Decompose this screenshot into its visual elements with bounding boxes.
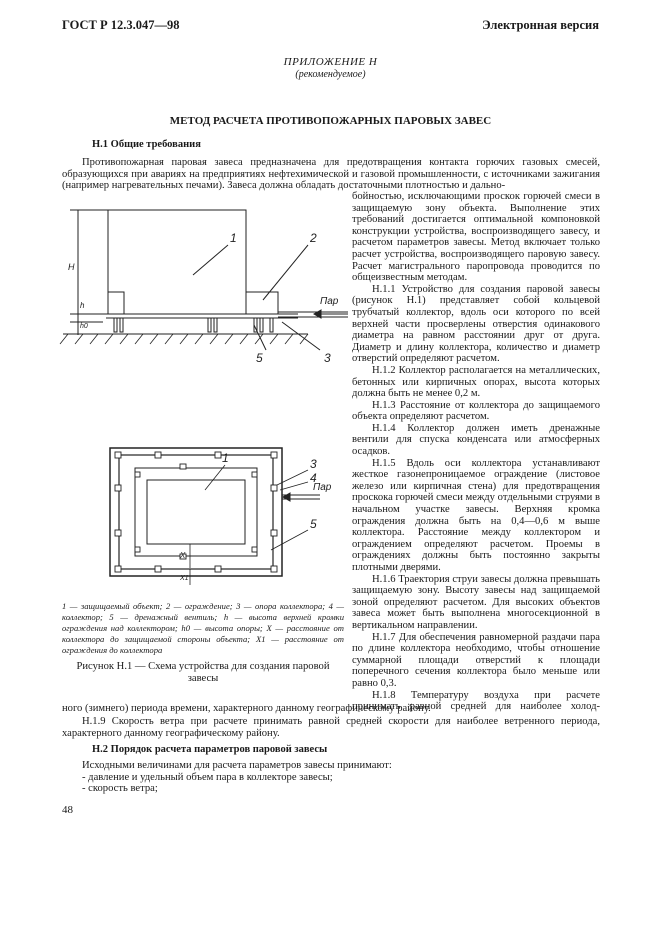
svg-text:5: 5 <box>310 517 317 531</box>
supports <box>114 318 273 332</box>
paragraph-h12: Н.1.2 Коллектор располагается на металлических, бетонных или кирпичных опорах, высота которых должна быть не менее 0,2 м. <box>352 364 600 400</box>
fence-inner <box>135 468 257 556</box>
svg-text:3: 3 <box>310 457 317 471</box>
svg-text:2: 2 <box>310 231 317 245</box>
svg-text:4: 4 <box>310 471 317 485</box>
section-heading-2: Н.2 Порядок расчета параметров паровой завесы <box>92 744 328 755</box>
svg-text:3: 3 <box>324 351 331 365</box>
svg-text:1: 1 <box>230 231 237 245</box>
svg-text:X1: X1 <box>180 575 189 582</box>
paragraph-h18: Н.1.8 Температуру воздуха при расчете принимать равной средней для наиболее холод- <box>352 689 600 713</box>
version-label: Электронная версия <box>482 18 599 32</box>
figure-caption: Рисунок Н.1 — Схема устройства для создания паровой завесы <box>76 661 330 684</box>
figure-side-view <box>58 200 358 370</box>
page-number: 48 <box>62 804 73 816</box>
right-column <box>352 191 600 713</box>
intro-paragraph: Противопожарная паровая завеса предназначена для предотвращения контакта горючих газовых смесей, образующихся при авариях на предприятиях нефтехимической и газовой промышленности, с источниками зажигания (например нагревательных печами). Завеса должна обладать достаточными плотностью и дально- <box>62 157 600 192</box>
paragraph-h17: Н.1.7 Для обеспечения равномерной раздачи пара по длине коллектора необходимо, чтобы отношение суммарной площади отверстий к площади поперечного сечения коллектора было меньше или равно 0,3. <box>352 631 600 689</box>
list-item: - давление и удельный объем пара в коллекторе завесы; <box>82 771 333 783</box>
document-code: ГОСТ Р 12.3.047—98 <box>62 18 180 32</box>
svg-text:h: h <box>80 301 85 310</box>
paragraph-h15: Н.1.5 Вдоль оси коллектора устанавливают жесткое газонепроницаемое ограждение (листовое железо или кирпичная стена) для предотвращения проскока горючей смеси между отдельными струями в начальном участке завесы. Верхняя кромка ограждения должна быть на 0,4—0,6 м выше коллектора. Расстояние между коллектором и ограждением определяют расчетом. Проемы в ограждениях должны быть постоянно закрыты плотными дверями. <box>352 457 600 573</box>
collector-ring <box>119 455 273 569</box>
paragraph-h14: Н.1.4 Коллектор должен иметь дренажные вентили для спуска конденсата или атмосферных осадков. <box>352 422 600 458</box>
protected-object-plan <box>147 480 245 544</box>
paragraph: бойностью, исключающими проскок горючей смеси в защищаемую зону объекта. Выполнение этих требований достигается оптимальной компоновкой конструкции устройства, воспроизводящего завесу, и расчетом параметров завесы. Метод включает только расчет устройства, воспроизводящего паровую завесу. Расчет магистрального паропровода проводится по общеизвестным методам. <box>352 191 600 284</box>
paragraph-h16: Н.1.6 Траектория струи завесы должна превышать защищаемую зону. Высоту завесы над защищаемой зоной определяют расчетом. Для высоких объектов завеса может быть выполнена многосекционной в вертикальном направлении. <box>352 573 600 631</box>
main-title: МЕТОД РАСЧЕТА ПРОТИВОПОЖАРНЫХ ПАРОВЫХ ЗАВЕС <box>169 115 492 127</box>
svg-text:X: X <box>180 551 186 560</box>
protected-object-shape <box>108 210 246 314</box>
svg-text:Пар: Пар <box>320 296 339 307</box>
svg-text:H: H <box>68 262 75 272</box>
section-heading-1: Н.1 Общие требования <box>92 139 201 150</box>
source-values: Исходными величинами для расчета параметров завесы принимают: - давление и удельный объем пара в коллекторе завесы; - скорость ветра; <box>62 760 600 795</box>
continuation-line: ного (зимнего) периода времени, характерного данному географическому району. <box>62 703 431 714</box>
appendix-title: ПРИЛОЖЕНИЕ Н <box>283 56 378 68</box>
fence-outer <box>110 448 282 576</box>
paragraph-h11: Н.1.1 Устройство для создания паровой завесы (рисунок Н.1) представляет собой кольцевой трубчатый коллектор, вдоль оси которого по всей верхней части просверлены отверстия одинакового диаметра на равном расстоянии друг от друга. Диаметр и длину коллектора, количество и диаметр отверстий определяют расчетом. <box>352 283 600 365</box>
figure-plan-view <box>95 440 355 590</box>
svg-text:1: 1 <box>222 451 229 465</box>
paragraph-h13: Н.1.3 Расстояние от коллектора до защищаемого объекта определяют расчетом. <box>352 399 600 423</box>
svg-text:5: 5 <box>256 351 263 365</box>
appendix-subtitle: (рекомендуемое) <box>295 69 366 80</box>
paragraph-h19: Н.1.9 Скорость ветра при расчете принимать равной средней скорости для наиболее ветренного периода, характерного данному географическому району. <box>62 716 600 739</box>
list-item: - скорость ветра; <box>82 783 158 795</box>
svg-text:Пар: Пар <box>313 482 332 493</box>
figure-legend: 1 — защищаемый объект; 2 — ограждение; 3 — опора коллектора; 4 — коллектор; 5 — дренажный вентиль; h — высота верхней кромки ограждения над коллектором; h0 — высота опоры; X — расстояние от коллектора до защищаемой стороны объекта; X1 — расстояние от ограждения до коллектора <box>62 601 344 655</box>
svg-text:h0: h0 <box>80 323 88 330</box>
